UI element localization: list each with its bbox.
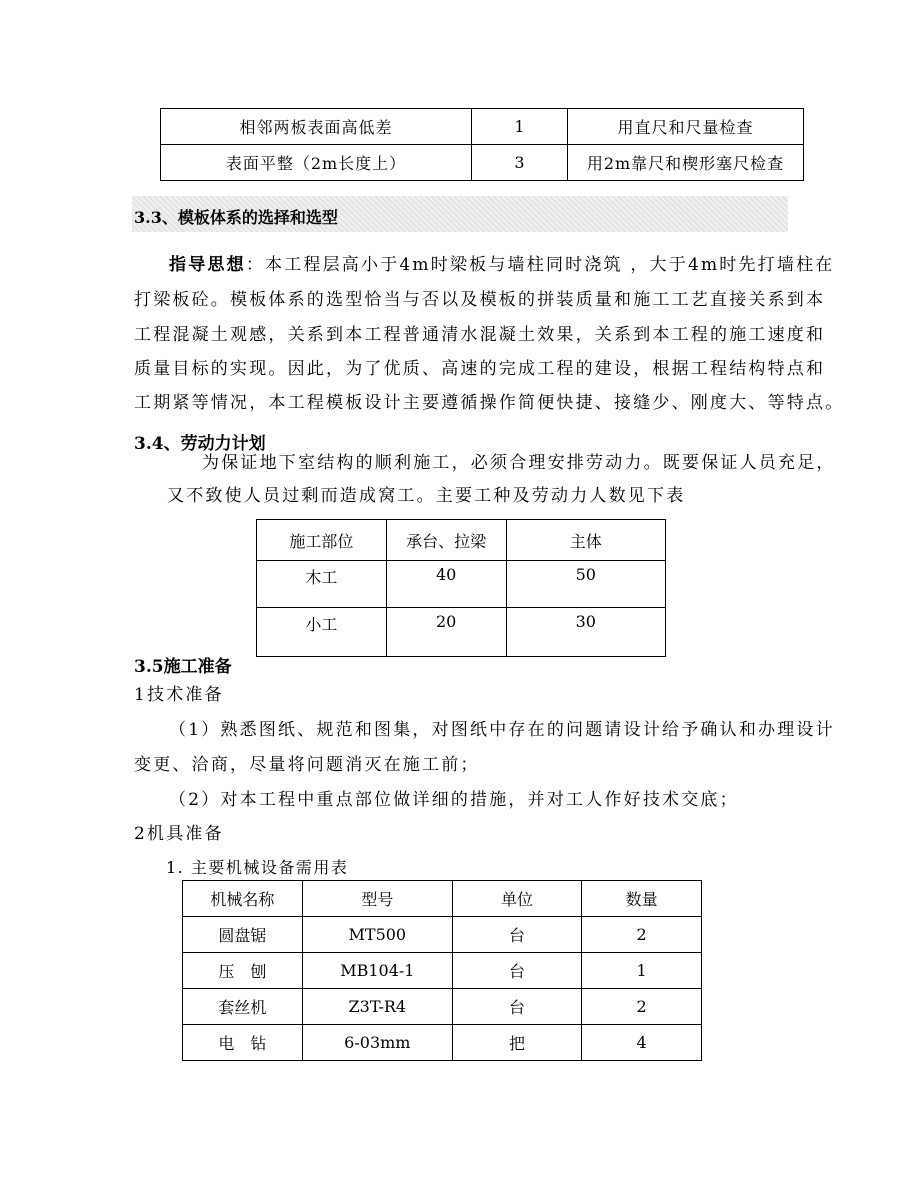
paragraph-line: 变更、洽商，尽量将问题消灭在施工前； [134, 755, 480, 775]
table-cell: 台 [452, 953, 582, 989]
equipment-table [182, 880, 702, 1061]
table-cell: 2 [582, 989, 702, 1025]
table-cell: MT500 [302, 917, 452, 953]
column-header: 机械名称 [183, 881, 303, 917]
inspection-table [160, 108, 804, 181]
table-cell: 用2m靠尺和楔形塞尺检查 [568, 145, 804, 181]
table-cell: MB104-1 [302, 953, 452, 989]
table-cell: 1 [582, 953, 702, 989]
table-cell: 木工 [257, 561, 387, 608]
table-cell: 用直尺和尺量检查 [568, 109, 804, 145]
table-row [183, 989, 702, 1025]
paragraph-line: 又不致使人员过剩而造成窝工。主要工种及劳动力人数见下表 [167, 486, 686, 506]
table-cell: 台 [452, 917, 582, 953]
table-cell: 电 钻 [183, 1025, 303, 1061]
column-header: 主体 [506, 520, 665, 561]
column-header: 型号 [302, 881, 452, 917]
column-header: 承台、拉梁 [386, 520, 506, 561]
table-cell: 小工 [257, 608, 387, 657]
section-heading-3-3: 3.3、模板体系的选择和选型 [134, 208, 338, 227]
paragraph-line: 为保证地下室结构的顺利施工，必须合理安排劳动力。既要保证人员充足， [202, 453, 836, 473]
table-row [183, 917, 702, 953]
table-row [183, 953, 702, 989]
column-header: 施工部位 [257, 520, 387, 561]
table-cell: 6-03mm [302, 1025, 452, 1061]
paragraph-text: ：本工程层高小于4m时梁板与墙柱同时浇筑 ，大于4m时先打墙柱在 [245, 255, 835, 275]
lead-label: 指导思想 [169, 255, 246, 275]
column-header: 数量 [582, 881, 702, 917]
table-cell: 30 [506, 608, 665, 657]
paragraph-line: 打梁板砼。模板体系的选型恰当与否以及模板的拼装质量和施工工艺直接关系到本 [134, 290, 826, 310]
list-title: 1. 主要机械设备需用表 [166, 858, 349, 877]
paragraph-line: （1）熟悉图纸、规范和图集，对图纸中存在的问题请设计给予确认和办理设计 [169, 720, 835, 740]
paragraph-line: 工期紧等情况，本工程模板设计主要遵循操作简便快捷、接缝少、刚度大、等特点。 [134, 393, 845, 413]
table-cell: 台 [452, 989, 582, 1025]
labor-table [256, 519, 666, 657]
table-cell: Z3T-R4 [302, 989, 452, 1025]
table-cell: 压 刨 [183, 953, 303, 989]
table-row [257, 561, 666, 608]
section-heading-3-4: 3.4、劳动力计划 [134, 434, 266, 454]
table-cell: 50 [506, 561, 665, 608]
table-cell: 把 [452, 1025, 582, 1061]
table-cell: 1 [472, 109, 568, 145]
table-cell: 3 [472, 145, 568, 181]
table-cell: 套丝机 [183, 989, 303, 1025]
table-row [161, 145, 804, 181]
table-cell: 圆盘锯 [183, 917, 303, 953]
table-row [257, 608, 666, 657]
column-header: 单位 [452, 881, 582, 917]
table-header-row [257, 520, 666, 561]
subheading: 1技术准备 [134, 685, 224, 705]
table-row [161, 109, 804, 145]
table-header-row [183, 881, 702, 917]
paragraph-line: （2）对本工程中重点部位做详细的措施，并对工人作好技术交底； [169, 790, 739, 810]
section-heading-3-5: 3.5施工准备 [134, 657, 232, 677]
table-cell: 相邻两板表面高低差 [161, 109, 472, 145]
subheading: 2机具准备 [134, 824, 224, 844]
table-cell: 20 [386, 608, 506, 657]
table-cell: 4 [582, 1025, 702, 1061]
table-cell: 表面平整（2m长度上） [161, 145, 472, 181]
table-cell: 40 [386, 561, 506, 608]
table-cell: 2 [582, 917, 702, 953]
paragraph-line [169, 257, 835, 274]
paragraph-line: 工程混凝土观感，关系到本工程普通清水混凝土效果，关系到本工程的施工速度和 [134, 325, 826, 345]
paragraph-line: 质量目标的实现。因此，为了优质、高速的完成工程的建设，根据工程结构特点和 [134, 359, 826, 379]
table-row [183, 1025, 702, 1061]
